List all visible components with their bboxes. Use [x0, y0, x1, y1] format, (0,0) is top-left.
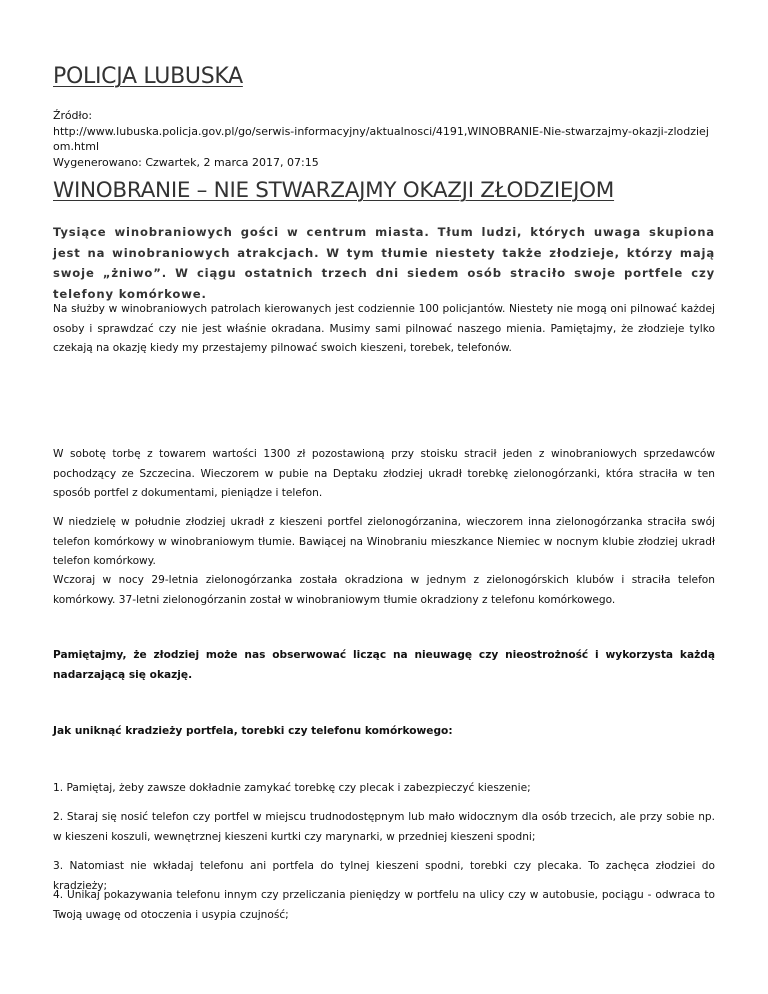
tip-item: 3. Natomiast nie wkładaj telefonu ani portfela do tylnej kieszeni spodni, torebki czy plecaka. To zachęca złodziei do kradzieży;: [53, 860, 715, 892]
tips-heading: Jak uniknąć kradzieży portfela, torebki czy telefonu komórkowego:: [53, 725, 453, 737]
paragraph-patrols: Na służby w winobraniowych patrolach kierowanych jest codziennie 100 policjantów. Niestety nie mogą oni pilnować każdej osoby i sprawdzać czy nie jest właśnie okradana. Musimy sami pilnować naszego mienia. Pamiętajmy, że złodzieje tylko czekają na okazję kiedy my przestajemy pilnować swoich kieszeni, torebek, telefonów.: [53, 303, 715, 354]
tip-item: 2. Staraj się nosić telefon czy portfel w miejscu trudnodostępnym lub mało widocznym dla osób trzecich, ale przy sobie np. w kieszeni koszuli, wewnętrznej kieszeni kurtki czy marynarki, w przedniej kieszeni spodni;: [53, 811, 715, 843]
site-title[interactable]: POLICJA LUBUSKA: [53, 64, 243, 89]
article-title[interactable]: WINOBRANIE – NIE STWARZAJMY OKAZJI ZŁODZIEJOM: [53, 178, 615, 203]
tip-item: 1. Pamiętaj, żeby zawsze dokładnie zamykać torebkę czy plecak i zabezpieczyć kieszenie;: [53, 782, 531, 794]
paragraph-saturday: W sobotę torbę z towarem wartości 1300 zł pozostawioną przy stoisku stracił jeden z winobraniowych sprzedawców pochodzący ze Szczecina. Wieczorem w pubie na Deptaku złodziej ukradł torebkę zielonogórzanki, która straciła w ten sposób portfel z dokumentami, pieniądze i telefon.: [53, 448, 715, 499]
paragraph-yesterday: Wczoraj w nocy 29-letnia zielonogórzanka została okradziona w jednym z zielonogórskich klubów i straciła telefon komórkowy. 37-letni zielonogórzanin został w winobraniowym tłumie okradziony z telefonu komórkowego.: [53, 574, 715, 606]
article-lead: Tysiące winobraniowych gości w centrum miasta. Tłum ludzi, których uwaga skupiona jest na winobraniowych atrakcjach. W tym tłumie niestety także złodzieje, którzy mają swoje „żniwo”. W ciągu ostatnich trzech dni siedem osób straciło swoje portfele czy telefony komórkowe.: [53, 225, 715, 301]
tip-item: 4. Unikaj pokazywania telefonu innym czy przeliczania pieniędzy w portfelu na ulicy czy w autobusie, pociągu - odwraca to Twoją uwagę od otoczenia i usypia czujność;: [53, 889, 715, 921]
paragraph-sunday: W niedzielę w południe złodziej ukradł z kieszeni portfel zielonogórzanina, wieczorem inna zielonogórzanka straciła swój telefon komórkowy w winobraniowym tłumie. Bawiącej na Winobraniu mieszkance Niemiec w nocnym klubie złodziej ukradł telefon komórkowy.: [53, 516, 715, 567]
warning-text: Pamiętajmy, że złodziej może nas obserwować licząc na nieuwagę czy nieostrożność i wykorzysta każdą nadarzającą się okazję.: [53, 649, 715, 681]
source-url: http://www.lubuska.policja.gov.pl/go/serwis-informacyjny/aktualnosci/4191,WINOBRANIE-Nie-stwarzajmy-okazji-zlodziejom.html: [53, 124, 709, 153]
source-meta: [53, 108, 715, 170]
generated-date: Wygenerowano: Czwartek, 2 marca 2017, 07:15: [53, 155, 319, 169]
source-label: Źródło:: [53, 109, 93, 122]
